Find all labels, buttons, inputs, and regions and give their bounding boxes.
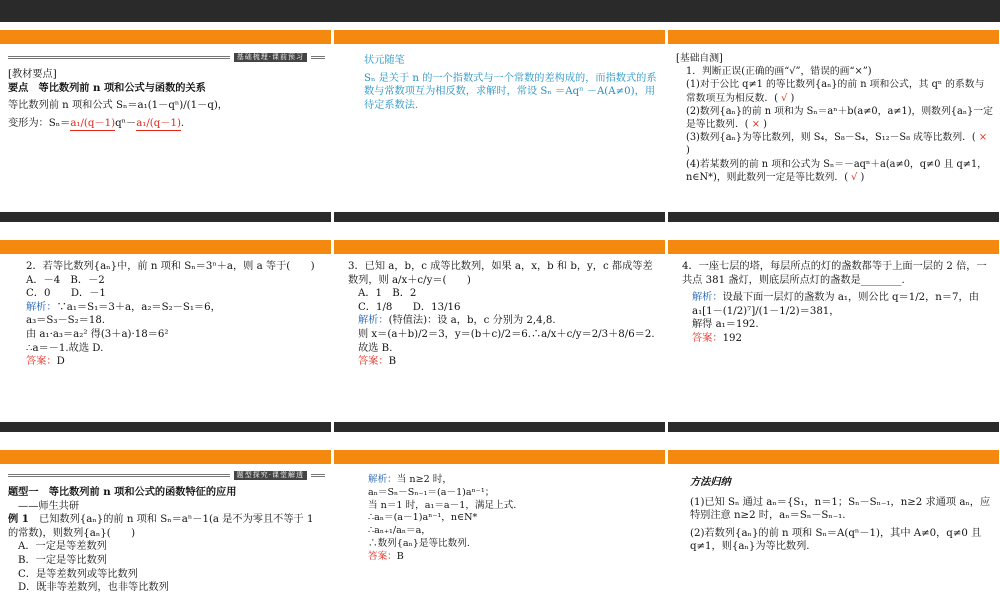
- banner-label: 题型探究·课堂解透: [234, 471, 307, 480]
- options-cd: C．0 D．－1: [26, 288, 106, 300]
- solution-line: 解析：当 n≥2 时，: [368, 474, 452, 485]
- slide-header-bar: [334, 240, 665, 254]
- solution-line: 解析：设最下面一层灯的盏数为 a₁，则公比 q＝1/2，n＝7，由: [692, 292, 979, 304]
- example-label: 例 1: [8, 513, 29, 526]
- example-text: 例 1 已知数列{aₙ}的前 n 项和 Sₙ＝aⁿ－1(a 是不为零且不等于 1 的常数)，则数列{aₙ}( ): [8, 513, 314, 539]
- item-1: (1)对于公比 q≠1 的等比数列{aₙ}的前 n 项和公式，其 qⁿ 的系数与常数项互为相反数．( √ ): [686, 79, 985, 104]
- solution-line: 由 a₁·a₃＝a₂² 得(3＋a)·18＝6²: [26, 328, 169, 340]
- blank-answer-2: a₁/(q－1): [136, 117, 181, 132]
- section-banner: [8, 470, 325, 480]
- slide-footer-bar: [668, 212, 999, 222]
- answer-line: 答案：D: [26, 356, 65, 368]
- solution-line: 解析：∵a₁＝S₁＝3＋a，a₂＝S₂－S₁＝6，: [26, 301, 221, 313]
- slide-4[interactable]: [0, 240, 331, 432]
- method-point-2: (2)若数列{aₙ}的前 n 项和 Sₙ＝A(qⁿ－1)，其中 A≠0，q≠0 且 q≠1，则{aₙ}为等比数列.: [690, 527, 982, 553]
- topic-subheading: ——师生共研: [18, 500, 80, 512]
- slide-2[interactable]: [334, 30, 665, 222]
- answer-line: 答案：B: [358, 356, 397, 368]
- section-label: [教材要点]: [8, 69, 57, 80]
- option-b: B．一定是等比数列: [18, 554, 107, 566]
- slide-3[interactable]: [668, 30, 999, 222]
- solution-label: 解析：: [368, 474, 397, 485]
- slide-6[interactable]: [668, 240, 999, 432]
- options-ab: A．－4 B．－2: [26, 274, 105, 286]
- solution-line: a₁[1－(1/2)⁷]/(1－1/2)＝381，: [692, 305, 840, 317]
- option-d: D．既非等差数列，也非等比数列: [18, 582, 169, 594]
- question: 4．一座七层的塔，每层所点的灯的盏数都等于上面一层的 2 倍，一共点 381 盏灯，则底层所点灯的盏数是________.: [682, 261, 987, 286]
- solution-line: 故选 B.: [358, 342, 393, 354]
- solution-label: 解析：: [358, 315, 389, 327]
- item-2: (2)数列{aₙ}的前 n 项和为 Sₙ＝aⁿ＋b(a≠0，a≠1)，则数列{aₙ}一定是等比数列．( × ): [686, 105, 993, 131]
- question-1: 1．判断正误(正确的画“√”，错误的画“×”): [686, 66, 872, 78]
- solution-line: a₃＝S₃－S₂＝18.: [26, 315, 106, 327]
- options-ab: A．1 B．2: [358, 288, 417, 300]
- solution-label: 解析：: [692, 292, 723, 304]
- slide-footer-bar: [0, 212, 331, 222]
- answer-line: 答案：B: [368, 550, 404, 562]
- slide-header-bar: [0, 30, 331, 44]
- transform-line: 变形为：Sₙ＝a₁/(q－1)qⁿ－a₁/(q－1).: [8, 117, 325, 132]
- answer-mark: √: [781, 92, 788, 104]
- solution-line: ∴aₙ＝(a－1)aⁿ⁻¹，n∈N*: [368, 512, 478, 524]
- question: 3．已知 a，b，c 成等比数列，如果 a，x，b 和 b，y，c 都成等差数列，则 a/x＋c/y＝( ): [348, 261, 653, 286]
- section-banner: [8, 52, 325, 62]
- slide-header-bar: [334, 450, 665, 464]
- option-c: C．是等差数列或等比数列: [18, 568, 138, 580]
- solution-line: 解得 a₁＝192.: [692, 319, 759, 331]
- note-text: Sₙ 是关于 n 的一个指数式与一个常数的差构成的，而指数式的系数与常数项互为相反数，求解时，常设 Sₙ ＝Aqⁿ －A(A≠0)，用待定系数法.: [364, 72, 657, 111]
- answer-line: 答案：192: [692, 332, 743, 344]
- solution-line: 则 x＝(a＋b)/2＝3，y＝(b＋c)/2＝6.∴a/x＋c/y＝2/3＋8/6＝2.: [358, 328, 655, 340]
- option-a: A．一定是等差数列: [18, 541, 107, 553]
- item-4: (4)若某数列的前 n 项和公式为 Sₙ＝－aqⁿ＋a(a≠0，q≠0 且 q≠1，n∈N*)，则此数列一定是等比数列．( √ ): [686, 158, 987, 183]
- slide-7[interactable]: [0, 450, 331, 600]
- question: 2．若等比数列{aₙ}中，前 n 项和 Sₙ＝3ⁿ＋a，则 a 等于( ): [26, 261, 315, 272]
- section-label: [基础自测]: [676, 53, 723, 64]
- slide-1[interactable]: [0, 30, 331, 222]
- solution-label: 解析：: [26, 301, 57, 313]
- options-cd: C．1/8 D．13/16: [358, 301, 461, 313]
- method-point-1: (1)已知 Sₙ 通过 aₙ＝{S₁，n＝1；Sₙ－Sₙ₋₁，n≥2 求通项 aₙ，应特别注意 n≥2 时，aₙ＝Sₙ－Sₙ₋₁.: [690, 496, 991, 522]
- slide-header-bar: [668, 450, 999, 464]
- slide-header-bar: [668, 30, 999, 44]
- banner-label: 基础梳理·课前预习: [234, 53, 307, 62]
- slide-header-bar: [0, 240, 331, 254]
- solution-line: aₙ＝Sₙ－Sₙ₋₁＝(a－1)aⁿ⁻¹；: [368, 486, 495, 498]
- note-title: 状元随笔: [364, 55, 405, 66]
- slide-9[interactable]: [668, 450, 999, 600]
- solution-line: ∴aₙ₊₁/aₙ＝a，: [368, 525, 431, 537]
- answer-mark: ×: [978, 132, 988, 144]
- solution-line: 当 n＝1 时，a₁＝a－1，满足上式.: [368, 499, 517, 511]
- solution-line: ∴数列{aₙ}是等比数列.: [368, 537, 470, 549]
- solution-line: ∴a＝－1.故选 D.: [26, 342, 104, 354]
- slide-header-bar: [668, 240, 999, 254]
- top-bar: [0, 0, 1000, 22]
- answer-mark: ×: [751, 119, 760, 131]
- item-3: (3)数列{aₙ}为等比数列，则 S₄，S₈－S₄，S₁₂－S₈ 成等比数列．( × ): [686, 132, 988, 157]
- slide-header-bar: [0, 450, 331, 464]
- blank-answer-1: a₁/(q－1): [70, 117, 115, 132]
- slide-footer-bar: [0, 422, 331, 432]
- slide-5[interactable]: [334, 240, 665, 432]
- slide-footer-bar: [334, 212, 665, 222]
- slide-8[interactable]: [334, 450, 665, 600]
- slide-header-bar: [334, 30, 665, 44]
- answer-mark: √: [851, 171, 858, 183]
- slide-footer-bar: [334, 422, 665, 432]
- method-title: 方法归纳: [690, 476, 731, 488]
- solution-line: 解析：(特值法)：设 a，b，c 分别为 2,4,8.: [358, 315, 556, 327]
- slide-footer-bar: [668, 422, 999, 432]
- topic-heading: 题型一 等比数列前 n 项和公式的函数特征的应用: [8, 486, 237, 498]
- formula-line: 等比数列前 n 项和公式 Sₙ＝a₁(1－qⁿ)/(1－q)，: [8, 100, 228, 112]
- point-heading: 要点 等比数列前 n 项和公式与函数的关系: [8, 81, 206, 94]
